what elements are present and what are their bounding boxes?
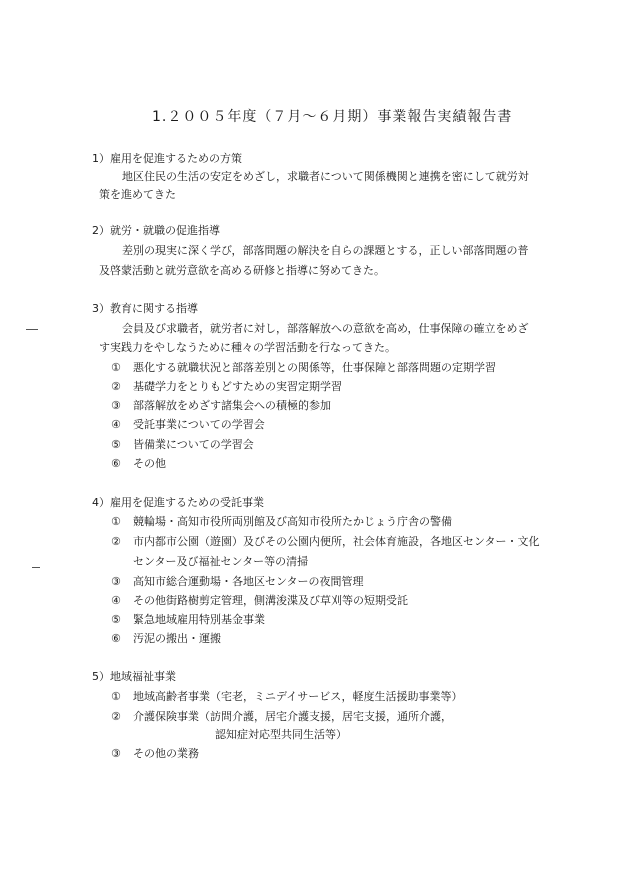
section-1-heading: 1）雇用を促進するための方策 [92,152,242,165]
section-3-item-6-number: ⑥ [111,457,121,470]
section-3-item-3: 部落解放をめざす諸集会への積極的参加 [133,399,331,412]
section-4-item-2: 市内都市公園（遊園）及びその公園内便所，社会体育施設，各地区センター・文化 [133,535,540,548]
section-4-heading: 4）雇用を促進するための受託事業 [92,496,264,509]
section-5-heading: 5）地域福祉事業 [92,670,176,683]
section-4-item-5-number: ⑤ [111,613,121,626]
section-3-body-line-1: 会員及び求職者，就労者に対し，部落解放への意欲を高め，仕事保障の確立をめざ [122,322,529,335]
section-3-heading: 3）教育に関する指導 [92,302,198,315]
section-3-item-5-number: ⑤ [111,438,121,451]
section-4-item-3: 高知市総合運動場・各地区センターの夜間管理 [133,575,364,588]
section-3-item-3-number: ③ [111,399,121,412]
section-5-item-3: その他の業務 [133,747,199,760]
section-3-item-6: その他 [133,457,166,470]
scan-artifact-mark [32,567,40,568]
section-4-item-1: 競輪場・高知市役所両別館及び高知市役所たかじょう庁舎の警備 [133,515,452,528]
section-4-item-5: 緊急地域雇用特別基金事業 [133,613,265,626]
section-5-item-1-number: ① [111,690,121,703]
section-3-item-4: 受託事業についての学習会 [133,418,265,431]
section-1-body-line-2: 策を進めてきた [99,188,176,201]
section-2-heading: 2）就労・就職の促進指導 [92,224,220,237]
section-5-item-1: 地域高齢者事業（宅老，ミニデイサービス，軽度生活援助事業等） [133,690,463,703]
section-3-item-2-number: ② [111,380,121,393]
section-5-item-2-number: ② [111,710,121,723]
section-5-item-2-continuation: 認知症対応型共同生活等） [215,728,347,741]
section-1-body-line-1: 地区住民の生活の安定をめざし，求職者について関係機関と連携を密にして就労対 [122,170,529,183]
section-4-item-2-continuation: センター及び福祉センター等の清掃 [133,555,309,568]
section-4-item-4: その他街路樹剪定管理，側溝浚渫及び草刈等の短期受託 [133,594,408,607]
section-2-body-line-1: 差別の現実に深く学び，部落問題の解決を自らの課題とする，正しい部落問題の普 [122,244,529,257]
section-3-item-2: 基礎学力をとりもどすための実習定期学習 [133,380,342,393]
section-3-item-1: 悪化する就職状況と部落差別との関係等，仕事保障と部落問題の定期学習 [133,361,496,374]
section-3-item-1-number: ① [111,361,121,374]
section-5-item-2: 介護保険事業（訪問介護，居宅介護支援，居宅支援，通所介護， [133,710,452,723]
scan-artifact-mark [26,329,38,330]
section-4-item-6-number: ⑥ [111,632,121,645]
section-4-item-4-number: ④ [111,594,121,607]
section-3-item-4-number: ④ [111,418,121,431]
section-4-item-1-number: ① [111,515,121,528]
section-3-body-line-2: す実践力をやしなうために種々の学習活動を行なってきた。 [99,341,396,354]
section-4-item-2-number: ② [111,535,121,548]
section-4-item-3-number: ③ [111,575,121,588]
section-5-item-3-number: ③ [111,747,121,760]
section-3-item-5: 皆備業についての学習会 [133,438,254,451]
section-4-item-6: 汚泥の搬出・運搬 [133,632,221,645]
section-2-body-line-2: 及啓蒙活動と就労意欲を高める研修と指導に努めてきた。 [99,264,385,277]
page-title: 1.２００５年度（７月～６月期）事業報告実績報告書 [152,109,513,125]
